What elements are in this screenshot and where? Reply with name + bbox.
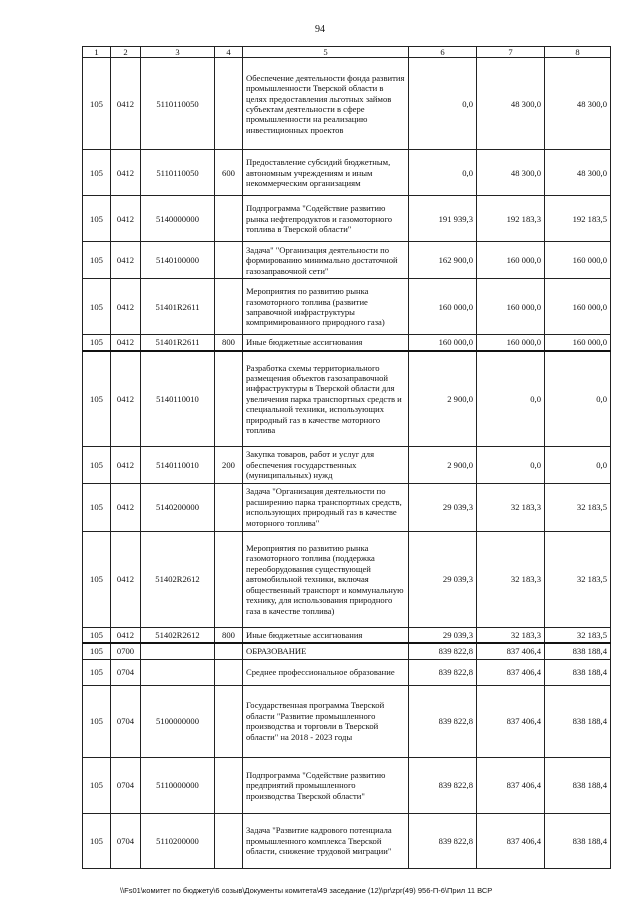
cell-amount-7: 160 000,0 (477, 279, 545, 335)
cell-description: Иные бюджетные ассигнования (243, 335, 409, 351)
cell-amount-7: 0,0 (477, 447, 545, 483)
table-row (83, 757, 611, 813)
cell-expense-type: 800 (215, 627, 243, 643)
cell-administrator: 105 (83, 531, 111, 627)
table-header-row (83, 47, 611, 58)
cell-amount-6: 839 822,8 (409, 643, 477, 659)
cell-target-article: 5140000000 (141, 196, 215, 242)
cell-amount-8: 838 188,4 (545, 659, 611, 685)
cell-description: Мероприятия по развитию рынка газомоторного топлива (поддержка переоборудования существующей автомобильной техники, включая общественный транспорт и коммунальную технику, для использования природного газа в качестве топлива) (243, 531, 409, 627)
cell-description: Мероприятия по развитию рынка газомоторного топлива (развитие заправочной инфраструктуры компримированного природного газа) (243, 279, 409, 335)
table-row (83, 685, 611, 757)
cell-amount-8: 160 000,0 (545, 335, 611, 351)
cell-target-article: 5140100000 (141, 242, 215, 279)
cell-amount-7: 837 406,4 (477, 757, 545, 813)
cell-section: 0412 (111, 483, 141, 531)
cell-expense-type (215, 58, 243, 150)
cell-amount-8: 192 183,5 (545, 196, 611, 242)
cell-amount-6: 2 900,0 (409, 351, 477, 447)
table-row (83, 351, 611, 447)
cell-amount-7: 837 406,4 (477, 643, 545, 659)
col-header-3: 3 (141, 47, 215, 58)
table-row (83, 335, 611, 351)
cell-amount-7: 837 406,4 (477, 685, 545, 757)
cell-amount-8: 160 000,0 (545, 242, 611, 279)
table-row (83, 627, 611, 643)
cell-description: Иные бюджетные ассигнования (243, 627, 409, 643)
cell-amount-8: 838 188,4 (545, 757, 611, 813)
cell-description: Задача "Развитие кадрового потенциала промышленного комплекса Тверской области, снижение трудовой миграции" (243, 813, 409, 868)
table-row (83, 659, 611, 685)
cell-amount-8: 838 188,4 (545, 643, 611, 659)
page-number: 94 (315, 24, 325, 35)
cell-expense-type (215, 242, 243, 279)
cell-amount-8: 838 188,4 (545, 813, 611, 868)
cell-amount-6: 839 822,8 (409, 813, 477, 868)
cell-administrator: 105 (83, 685, 111, 757)
cell-amount-6: 162 900,0 (409, 242, 477, 279)
cell-section: 0412 (111, 196, 141, 242)
cell-administrator: 105 (83, 150, 111, 196)
col-header-8: 8 (545, 47, 611, 58)
cell-description: Задача "Организация деятельности по расширению парка транспортных средств, использующих природный газ в качестве моторного топлива" (243, 483, 409, 531)
cell-section: 0412 (111, 335, 141, 351)
col-header-4: 4 (215, 47, 243, 58)
cell-amount-6: 0,0 (409, 150, 477, 196)
col-header-1: 1 (83, 47, 111, 58)
col-header-6: 6 (409, 47, 477, 58)
cell-administrator: 105 (83, 279, 111, 335)
table-row (83, 58, 611, 150)
cell-amount-7: 192 183,3 (477, 196, 545, 242)
cell-section: 0412 (111, 627, 141, 643)
table-row (83, 279, 611, 335)
col-header-5: 5 (243, 47, 409, 58)
cell-administrator: 105 (83, 351, 111, 447)
cell-section: 0704 (111, 757, 141, 813)
cell-section: 0412 (111, 242, 141, 279)
cell-expense-type (215, 685, 243, 757)
col-header-2: 2 (111, 47, 141, 58)
cell-expense-type (215, 643, 243, 659)
cell-amount-6: 191 939,3 (409, 196, 477, 242)
cell-section: 0704 (111, 813, 141, 868)
cell-section: 0412 (111, 279, 141, 335)
cell-section: 0704 (111, 659, 141, 685)
cell-target-article: 5140200000 (141, 483, 215, 531)
cell-administrator: 105 (83, 196, 111, 242)
cell-expense-type (215, 813, 243, 868)
cell-amount-7: 48 300,0 (477, 58, 545, 150)
cell-expense-type (215, 351, 243, 447)
cell-administrator: 105 (83, 242, 111, 279)
table-row (83, 531, 611, 627)
cell-amount-6: 839 822,8 (409, 659, 477, 685)
cell-administrator: 105 (83, 813, 111, 868)
cell-expense-type: 600 (215, 150, 243, 196)
cell-section: 0412 (111, 351, 141, 447)
cell-target-article (141, 659, 215, 685)
cell-amount-8: 32 183,5 (545, 627, 611, 643)
cell-expense-type: 800 (215, 335, 243, 351)
cell-section: 0700 (111, 643, 141, 659)
cell-amount-7: 160 000,0 (477, 335, 545, 351)
cell-target-article: 5110110050 (141, 58, 215, 150)
cell-amount-6: 160 000,0 (409, 279, 477, 335)
cell-target-article: 51401R2611 (141, 279, 215, 335)
cell-expense-type (215, 531, 243, 627)
cell-administrator: 105 (83, 627, 111, 643)
cell-section: 0412 (111, 58, 141, 150)
cell-amount-6: 839 822,8 (409, 757, 477, 813)
table-row (83, 643, 611, 659)
cell-description: Среднее профессиональное образование (243, 659, 409, 685)
cell-target-article: 5110200000 (141, 813, 215, 868)
cell-expense-type (215, 279, 243, 335)
cell-amount-7: 0,0 (477, 351, 545, 447)
cell-amount-6: 839 822,8 (409, 685, 477, 757)
cell-description: Подпрограмма "Содействие развитию предприятий промышленного производства Тверской области" (243, 757, 409, 813)
cell-administrator: 105 (83, 757, 111, 813)
footer-file-path: \\Fs01\комитет по бюджету\6 созыв\Документы комитета\49 заседание (12)\pr\zpr(49) 956-П-6\Прил 11 ВСР (120, 886, 493, 895)
cell-amount-6: 29 039,3 (409, 531, 477, 627)
cell-expense-type (215, 659, 243, 685)
cell-section: 0412 (111, 150, 141, 196)
cell-expense-type (215, 757, 243, 813)
cell-amount-7: 32 183,3 (477, 531, 545, 627)
cell-target-article (141, 643, 215, 659)
cell-description: Разработка схемы территориального размещения объектов газозаправочной инфраструктуры в Тверской области для увеличения парка транспортных средств и специальной техники, использующих природный газ в качестве моторного топлива (243, 351, 409, 447)
cell-administrator: 105 (83, 335, 111, 351)
cell-amount-6: 29 039,3 (409, 627, 477, 643)
cell-target-article: 51402R2612 (141, 627, 215, 643)
cell-administrator: 105 (83, 58, 111, 150)
table-row (83, 447, 611, 483)
table-row (83, 242, 611, 279)
cell-expense-type: 200 (215, 447, 243, 483)
cell-description: Государственная программа Тверской области "Развитие промышленного производства и торговли в Тверской области" на 2018 - 2023 годы (243, 685, 409, 757)
cell-target-article: 51401R2611 (141, 335, 215, 351)
cell-section: 0412 (111, 447, 141, 483)
cell-amount-6: 29 039,3 (409, 483, 477, 531)
cell-amount-7: 837 406,4 (477, 813, 545, 868)
cell-target-article: 5140110010 (141, 351, 215, 447)
cell-amount-6: 0,0 (409, 58, 477, 150)
table-row (83, 483, 611, 531)
cell-target-article: 5100000000 (141, 685, 215, 757)
cell-amount-6: 2 900,0 (409, 447, 477, 483)
cell-section: 0704 (111, 685, 141, 757)
cell-expense-type (215, 196, 243, 242)
cell-amount-6: 160 000,0 (409, 335, 477, 351)
cell-amount-8: 48 300,0 (545, 150, 611, 196)
cell-amount-8: 32 183,5 (545, 531, 611, 627)
cell-amount-8: 32 183,5 (545, 483, 611, 531)
cell-administrator: 105 (83, 483, 111, 531)
cell-amount-8: 838 188,4 (545, 685, 611, 757)
cell-amount-8: 160 000,0 (545, 279, 611, 335)
cell-description: ОБРАЗОВАНИЕ (243, 643, 409, 659)
cell-description: Подпрограмма "Содействие развитию рынка нефтепродуктов и газомоторного топлива в Тверской области" (243, 196, 409, 242)
cell-administrator: 105 (83, 447, 111, 483)
table-row (83, 813, 611, 868)
cell-amount-7: 48 300,0 (477, 150, 545, 196)
cell-amount-8: 0,0 (545, 447, 611, 483)
cell-amount-7: 160 000,0 (477, 242, 545, 279)
cell-target-article: 5110110050 (141, 150, 215, 196)
cell-amount-7: 32 183,3 (477, 483, 545, 531)
cell-description: Предоставление субсидий бюджетным, автономным учреждениям и иным некоммерческим организациям (243, 150, 409, 196)
cell-description: Закупка товаров, работ и услуг для обеспечения государственных (муниципальных) нужд (243, 447, 409, 483)
cell-target-article: 5110000000 (141, 757, 215, 813)
budget-table (82, 46, 611, 869)
cell-target-article: 51402R2612 (141, 531, 215, 627)
cell-target-article: 5140110010 (141, 447, 215, 483)
table-row (83, 150, 611, 196)
cell-amount-8: 0,0 (545, 351, 611, 447)
cell-description: Задача" "Организация деятельности по формированию минимально достаточной газозаправочной сети" (243, 242, 409, 279)
col-header-7: 7 (477, 47, 545, 58)
cell-description: Обеспечение деятельности фонда развития промышленности Тверской области в целях предоставления льготных займов субъектам деятельности в сфере промышленности на реализацию инвестиционных проектов (243, 58, 409, 150)
cell-amount-7: 32 183,3 (477, 627, 545, 643)
cell-expense-type (215, 483, 243, 531)
cell-administrator: 105 (83, 643, 111, 659)
cell-administrator: 105 (83, 659, 111, 685)
table-row (83, 196, 611, 242)
cell-amount-8: 48 300,0 (545, 58, 611, 150)
cell-amount-7: 837 406,4 (477, 659, 545, 685)
cell-section: 0412 (111, 531, 141, 627)
